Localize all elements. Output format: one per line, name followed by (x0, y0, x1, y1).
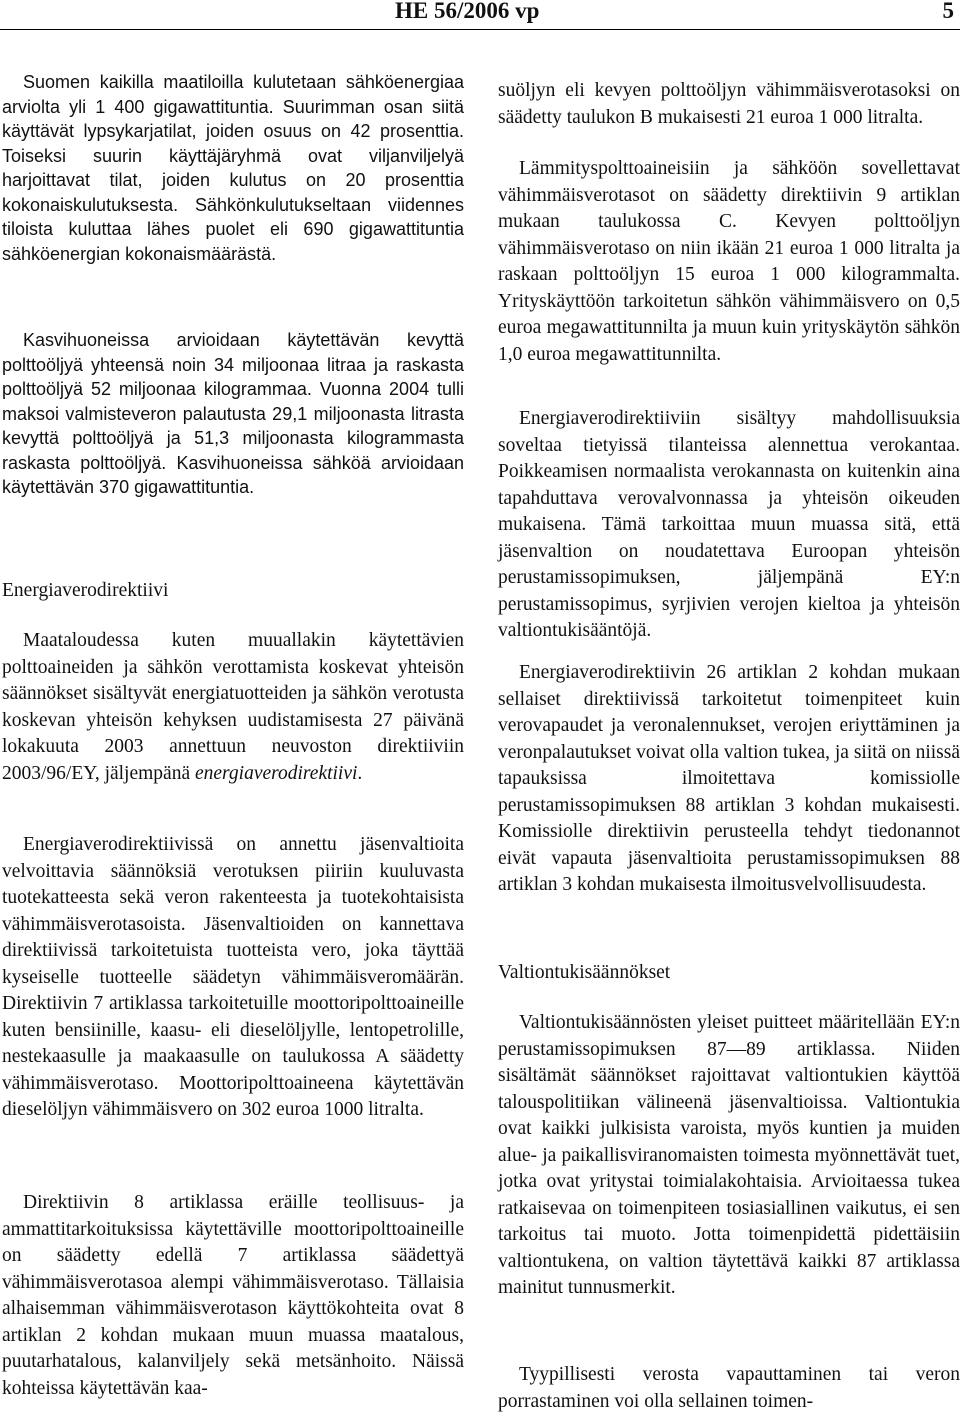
header-divider (0, 29, 960, 30)
document-id: HE 56/2006 vp (395, 0, 540, 23)
paragraph-article-26: Energiaverodirektiivin 26 artiklan 2 kohdan mukaan sellaiset direktiivissä tarkoitetut toimenpiteet kuin verovapaudet ja veronalennukset, verojen eriyttäminen ja veronpalautukset voivat olla valtion tukea, ja siitä on niissä tapauksissa ilmoitettava komissiolle perustamissopimuksen 88 artiklan 3 kohdan mukaisesti. Komissiolle direktiivin perusteella tehdyt tiedonannot eivät vapauta jäsenvaltioita perustamissopimuksen 88 artiklan 3 kohdan mukaisesta ilmoitusvelvollisuudesta. (498, 662, 960, 895)
paragraph-reduced-rates: Energiaverodirektiiviin sisältyy mahdollisuuksia soveltaa tietyissä tilanteissa alennettua verokantaa. Poikkeamisen normaalista verokannasta on kuitenkin aina tapahduttava verovalvonnassa ja yhteisön oikeuden mukaisena. Tämä tarkoittaa muun muassa sitä, että jäsenvaltion on noudatettava Euroopan yhteisön perustamissopimuksen, jäljempänä EY:n perustamissopimus, syrjivien verojen kieltoa ja yhteisön valtiontukisääntöjä. (498, 408, 960, 641)
paragraph-farm-electricity: Suomen kaikilla maatiloilla kulutetaan sähköenergiaa arviolta yli 1 400 gigawattituntia. Suurimman osan siitä käyttävät lypsykarjatilat, joiden osuus on 42 prosenttia. Toiseksi suurin käyttäjäryhmä ovat viljanviljelyä harjoittavat tilat, joiden kulutus on 20 prosenttia kokonaiskulutuksesta. Sähkönkulutukseltaan viidennes tiloista kuluttaa lähes puolet eli 690 gigawattituntia sähköenergian kokonaismäärästä. (2, 72, 464, 264)
paragraph-state-aid-rules: Valtiontukisäännösten yleiset puitteet määritellään EY:n perustamissopimuksen 87—89 artiklassa. Niiden sisältämät säännökset rajoittavat valtiontukien käyttöä talouspolitiikan välineenä jäsenvaltioissa. Valtiontukia ovat kaikki julkisista varoista, myös kuntien ja muiden alue- ja paikallisviranomaisten toimesta myönnettävät tuet, jotka ovat yritystai toimialakohtaisia. Arvioitaessa tukea ratkaisevaa on toimenpiteen tosiasiallinen vaikutus, ei sen tarkoitus tai muoto. Jotta toimenpidettä pidettäisiin valtiontukena, on valtion täytettävä kaikki 87 artiklassa mainitut tunnusmerkit. (498, 1012, 960, 1298)
directive-short-name: energiaverodirektiivi (194, 762, 358, 784)
paragraph-article-8: Direktiivin 8 artiklassa eräille teollisuus- ja ammattitarkoituksissa käytettäville moottoripolttoaineille on säädetty edellä 7 artiklassa säädettyä vähimmäisverotasoa alempi vähimmäisverotaso. Tällaisia alhaisemman vähimmäisverotason käyttökohteita ovat 8 artiklan 2 kohdan mukaan muun muassa maatalous, puutarhatalous, kalanviljely sekä metsänhoito. Näissä kohteissa käytettävän kaa- (2, 1192, 464, 1399)
paragraph-directive-rules: Energiaverodirektiivissä on annettu jäsenvaltioita velvoittavia säännöksiä verotuksen piiriin kuuluvasta tuotekatteesta sekä veron rakenteesta ja tuotekohtaisista vähimmäisverotasoista. Jäsenvaltioiden on kannettava direktiivissä tarkoitetuista tuotteista vero, joka täyttää kyseiselle tuotteelle säädetyn vähimmäisveromäärän. Direktiivin 7 artiklassa tarkoitetuille moottoripolttoaineille kuten bensiinille, kaasu- eli dieselöljylle, lentopetrolille, nestekaasulle ja maakaasulle on taulukossa A säädetty vähimmäisverotaso. Moottoripolttoaineena käytettävän dieselöljyn vähimmäisvero on 302 euroa 1000 litralta. (2, 834, 464, 1120)
paragraph-directive-intro-text: Maataloudessa kuten muuallakin käytettävien polttoaineiden ja sähkön verottamista koskevat yhteisön säännökset sisältyvät energiatuotteiden ja sähkön verotusta koskevan yhteisön kehyksen uudistamisesta 27 päivänä lokakuuta 2003 annettuun neuvoston direktiiviin 2003/96/EY, jäljempänä (2, 630, 464, 784)
paragraph-heating-fuels: Lämmityspolttoaineisiin ja sähköön sovellettavat vähimmäisverotasot on säädetty direktiivin 9 artiklan mukaan taulukossa C. Kevyen polttoöljyn vähimmäisverotaso on niin ikään 21 euroa 1 000 litralta ja raskaan polttoöljyn 15 euroa 1 000 kilogrammalta. Yrityskäyttöön tarkoitetun sähkön vähimmäisvero on 0,5 euroa megawattitunnilta ja muun kuin yrityskäytön sähkön 1,0 euroa megawattitunnilta. (498, 158, 960, 365)
page-number: 5 (942, 0, 954, 23)
paragraph-tax-exemption: Tyypillisesti verosta vapauttaminen tai veron porrastaminen voi olla sellainen toimen- (498, 1364, 960, 1412)
paragraph-light-fuel-oil: suöljyn eli kevyen polttoöljyn vähimmäisverotasoksi on säädetty taulukon B mukaisesti 21 euroa 1 000 litralta. (498, 80, 960, 128)
section-heading-state-aid: Valtiontukisäännökset (498, 962, 671, 983)
paragraph-directive-intro (2, 628, 464, 787)
paragraph-greenhouse-fuel: Kasvihuoneissa arvioidaan käytettävän kevyttä polttoöljyä yhteensä noin 34 miljoonaa litraa ja raskasta polttoöljyä 52 miljoonaa kilogrammaa. Vuonna 2004 tulli maksoi valmisteveron palautusta 29,1 miljoonasta litrasta kevyttä polttoöljyä ja 51,3 miljoonasta kilogrammasta raskasta polttoöljyä. Kasvihuoneissa sähköä arvioidaan käytettävän 370 gigawattituntia. (2, 330, 464, 497)
section-heading-energy-directive: Energiaverodirektiivi (2, 580, 169, 601)
paragraph-directive-intro-end: . (357, 762, 363, 784)
page-header (0, 0, 960, 30)
